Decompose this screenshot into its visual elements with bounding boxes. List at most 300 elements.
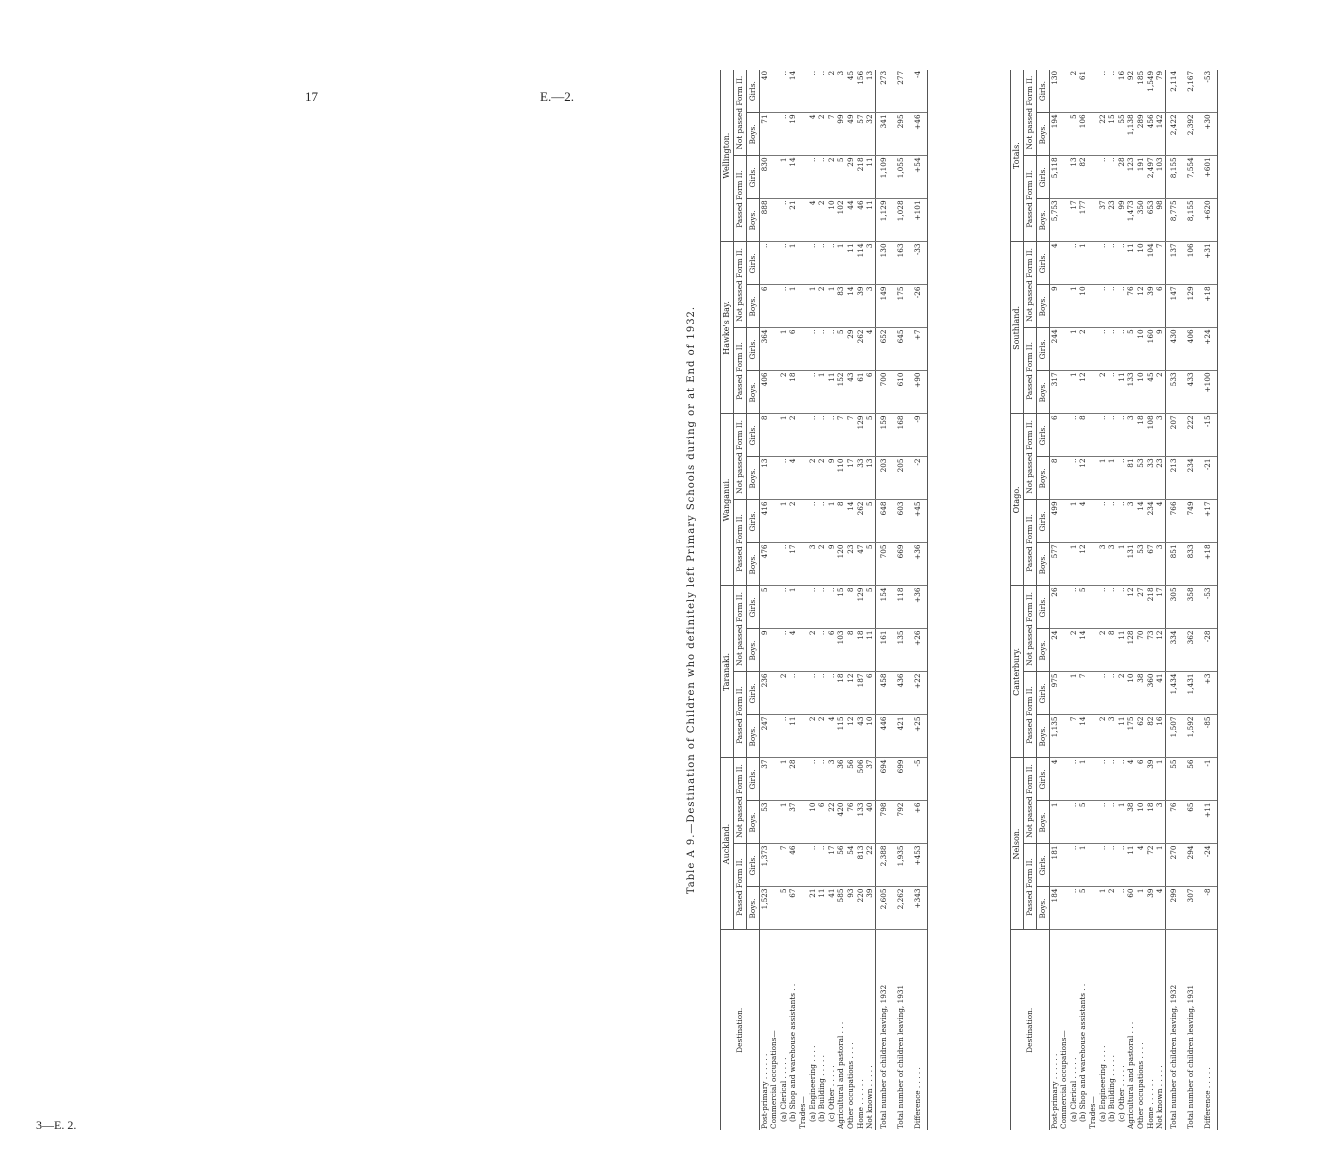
- table-cell: ..: [1108, 801, 1118, 844]
- boys-header: Boys.: [747, 543, 760, 586]
- table-cell: 160: [1146, 328, 1156, 371]
- table-cell: 1: [1069, 285, 1079, 328]
- table-cell: -1: [1200, 758, 1218, 801]
- table-cell: 6: [789, 328, 799, 371]
- table-cell: 4: [1079, 500, 1089, 543]
- table-cell: ..: [808, 242, 818, 285]
- table-cell: [798, 414, 808, 457]
- girls-header: Girls.: [747, 844, 760, 887]
- table-cell: 1: [1079, 242, 1089, 285]
- not-passed-header: Not passed Form II.: [734, 758, 747, 844]
- table-cell: 56: [1183, 758, 1200, 801]
- table-cell: 12: [1127, 586, 1137, 629]
- table-cell: 133: [856, 801, 866, 844]
- table-cell: 1: [1117, 543, 1127, 586]
- table-cell: 82: [1146, 715, 1156, 758]
- table-cell: 5: [866, 543, 876, 586]
- table-cell: 270: [1166, 844, 1184, 887]
- table-cell: +45: [910, 500, 928, 543]
- table-cell: [1060, 586, 1070, 629]
- page-number: 17: [305, 89, 318, 104]
- table-cell: 39: [856, 285, 866, 328]
- table-cell: +453: [910, 844, 928, 887]
- table-cell: 115: [837, 715, 847, 758]
- table-cell: ..: [1098, 242, 1108, 285]
- table-cell: 3: [866, 285, 876, 328]
- table-cell: +24: [1200, 328, 1218, 371]
- table-cell: -28: [1200, 629, 1218, 672]
- table-cell: 45: [1146, 371, 1156, 414]
- table-cell: [1060, 371, 1070, 414]
- table-cell: 7: [837, 414, 847, 457]
- table-cell: 4: [827, 715, 837, 758]
- table-cell: 159: [876, 414, 894, 457]
- table-cell: 2,114: [1166, 70, 1184, 113]
- table-cell: 14: [846, 285, 856, 328]
- table-cell: 11: [827, 371, 837, 414]
- table-row: [876, 70, 894, 1130]
- table-cell: 92: [1127, 70, 1137, 113]
- table-cell: ..: [827, 328, 837, 371]
- table-cell: 11: [1117, 629, 1127, 672]
- table-cell: 3: [1098, 543, 1108, 586]
- table-cell: [1088, 844, 1098, 887]
- rotated-table-area: [680, 70, 1320, 1130]
- table-cell: 39: [1146, 887, 1156, 930]
- not-passed-header: Not passed Form II.: [734, 70, 747, 156]
- passed-header: Passed Form II.: [734, 500, 747, 586]
- table-cell: ..: [1098, 758, 1108, 801]
- not-passed-header: Not passed Form II.: [1024, 414, 1037, 500]
- girls-header: Girls.: [1037, 70, 1050, 113]
- passed-header: Passed Form II.: [1024, 156, 1037, 242]
- table-cell: [1088, 328, 1098, 371]
- boys-header: Boys.: [747, 113, 760, 156]
- table-cell: [1060, 328, 1070, 371]
- table-cell: 156: [856, 70, 866, 113]
- table-cell: ..: [779, 629, 789, 672]
- table-cell: ..: [779, 457, 789, 500]
- table-cell: 3: [1108, 715, 1118, 758]
- table-cell: ..: [779, 715, 789, 758]
- table-cell: 2: [808, 457, 818, 500]
- table-cell: 11: [1117, 371, 1127, 414]
- table-cell: [1060, 414, 1070, 457]
- table-cell: [1088, 199, 1098, 242]
- girls-header: Girls.: [747, 70, 760, 113]
- table-cell: ..: [1098, 844, 1108, 887]
- table-row: [1108, 70, 1118, 1130]
- table-cell: -4: [910, 70, 928, 113]
- table-cell: +26: [910, 629, 928, 672]
- table-cell: -21: [1200, 457, 1218, 500]
- table-cell: 5: [837, 156, 847, 199]
- table-cell: 23: [1156, 457, 1166, 500]
- table-cell: ..: [779, 199, 789, 242]
- table-cell: -53: [1200, 70, 1218, 113]
- table-cell: 12: [1079, 371, 1089, 414]
- boys-header: Boys.: [747, 887, 760, 930]
- table-cell: [798, 672, 808, 715]
- table-cell: 5: [1079, 887, 1089, 930]
- table-cell: 203: [876, 457, 894, 500]
- table-cell: 8,155: [1183, 199, 1200, 242]
- table-cell: 41: [1156, 672, 1166, 715]
- table-cell: 699: [893, 758, 910, 801]
- table-cell: 3: [1156, 543, 1166, 586]
- table-cell: +22: [910, 672, 928, 715]
- table-cell: 6: [866, 672, 876, 715]
- boys-header: Boys.: [1037, 887, 1050, 930]
- table-cell: ..: [1117, 586, 1127, 629]
- table-cell: 888: [760, 199, 770, 242]
- row-label: (b) Shop and warehouse assistants . .: [788, 983, 798, 1122]
- table-cell: 1,138: [1127, 113, 1137, 156]
- table-cell: 184: [1050, 887, 1060, 930]
- table-cell: [770, 70, 780, 113]
- table-cell: [770, 414, 780, 457]
- table-cell: 4: [866, 328, 876, 371]
- region-header: Canterbury.: [1011, 586, 1024, 758]
- row-label: Difference . . . . .: [1200, 930, 1218, 1130]
- table-cell: [1060, 758, 1070, 801]
- table-cell: 82: [1079, 156, 1089, 199]
- table-cell: 364: [760, 328, 770, 371]
- table-cell: 7: [827, 113, 837, 156]
- table-cell: 5: [866, 500, 876, 543]
- table-cell: 436: [893, 672, 910, 715]
- table-cell: [1060, 457, 1070, 500]
- table-cell: 700: [876, 371, 894, 414]
- table-cell: 15: [837, 586, 847, 629]
- table-cell: 6: [827, 629, 837, 672]
- table-cell: 79: [1156, 70, 1166, 113]
- table-cell: 11: [1127, 844, 1137, 887]
- table-cell: ..: [818, 70, 828, 113]
- table-cell: [1088, 586, 1098, 629]
- table-cell: 129: [856, 414, 866, 457]
- table-cell: 1: [789, 586, 799, 629]
- table-cell: +90: [910, 371, 928, 414]
- table-cell: ..: [1108, 672, 1118, 715]
- table-cell: 17: [1156, 586, 1166, 629]
- table-cell: 3: [827, 758, 837, 801]
- table-cell: ..: [1098, 70, 1108, 113]
- table-cell: 2,388: [876, 844, 894, 887]
- table-cell: 161: [876, 629, 894, 672]
- table-cell: 45: [846, 70, 856, 113]
- table-cell: 2: [789, 500, 799, 543]
- table-cell: 120: [837, 543, 847, 586]
- table-cell: 135: [893, 629, 910, 672]
- table-cell: 2: [808, 629, 818, 672]
- table-cell: ..: [808, 758, 818, 801]
- table-cell: 766: [1166, 500, 1184, 543]
- table-cell: 1: [1098, 887, 1108, 930]
- table-cell: ..: [818, 500, 828, 543]
- table-cell: 39: [866, 887, 876, 930]
- table-cell: ..: [1108, 586, 1118, 629]
- table-cell: 194: [1050, 113, 1060, 156]
- table-cell: 1: [1117, 801, 1127, 844]
- girls-header: Girls.: [747, 758, 760, 801]
- table-cell: 18: [837, 672, 847, 715]
- row-label: (a) Clerical . . . . .: [778, 1057, 788, 1122]
- table-cell: ..: [1098, 156, 1108, 199]
- region-header: Auckland.: [721, 758, 734, 930]
- table-cell: ..: [827, 242, 837, 285]
- table-cell: 2,262: [893, 887, 910, 930]
- table-row: [798, 70, 808, 1130]
- table-cell: 13: [866, 457, 876, 500]
- table-cell: [798, 586, 808, 629]
- table-cell: 6: [1050, 414, 1060, 457]
- boys-header: Boys.: [1037, 113, 1050, 156]
- girls-header: Girls.: [747, 156, 760, 199]
- table-cell: ..: [779, 70, 789, 113]
- table-cell: 16: [1156, 715, 1166, 758]
- table-cell: 103: [837, 629, 847, 672]
- table-cell: 749: [1183, 500, 1200, 543]
- table-cell: 694: [876, 758, 894, 801]
- table-cell: +101: [910, 199, 928, 242]
- table-cell: 14: [1079, 715, 1089, 758]
- table-cell: 9: [1156, 328, 1166, 371]
- table-cell: [1088, 887, 1098, 930]
- table-cell: 2: [1108, 887, 1118, 930]
- table-cell: 218: [856, 156, 866, 199]
- table-cell: 11: [866, 199, 876, 242]
- table-cell: [798, 328, 808, 371]
- table-cell: ..: [1108, 70, 1118, 113]
- table-cell: 2,167: [1183, 70, 1200, 113]
- table-cell: ..: [1069, 801, 1079, 844]
- table-cell: [1088, 629, 1098, 672]
- table-cell: ..: [1117, 242, 1127, 285]
- table-cell: 1: [779, 801, 789, 844]
- table-cell: [1088, 457, 1098, 500]
- table-cell: [1060, 543, 1070, 586]
- table-cell: ..: [1117, 758, 1127, 801]
- table-cell: 5: [1079, 801, 1089, 844]
- table-cell: 10: [1136, 371, 1146, 414]
- table-cell: [798, 457, 808, 500]
- table-cell: [770, 371, 780, 414]
- table-cell: 6: [1136, 758, 1146, 801]
- table-cell: [1088, 371, 1098, 414]
- table-cell: ..: [827, 672, 837, 715]
- table-cell: 9: [827, 457, 837, 500]
- table-cell: 10: [866, 715, 876, 758]
- boys-header: Boys.: [1037, 715, 1050, 758]
- table-cell: [1060, 844, 1070, 887]
- table-cell: 3: [1127, 414, 1137, 457]
- table-cell: ..: [808, 500, 818, 543]
- table-cell: 1: [1069, 672, 1079, 715]
- table-cell: 4: [808, 199, 818, 242]
- table-cell: [798, 801, 808, 844]
- table-cell: 4: [789, 629, 799, 672]
- region-header: Wanganui.: [721, 414, 734, 586]
- table-cell: 12: [1079, 543, 1089, 586]
- table-cell: [1060, 672, 1070, 715]
- table-cell: 10: [808, 801, 818, 844]
- table-cell: ..: [779, 242, 789, 285]
- table-cell: [770, 285, 780, 328]
- table-cell: 360: [1146, 672, 1156, 715]
- table-cell: [798, 543, 808, 586]
- table-cell: 14: [789, 156, 799, 199]
- table-cell: 4: [789, 457, 799, 500]
- table-cell: 10: [1127, 672, 1137, 715]
- table-cell: 129: [1183, 285, 1200, 328]
- table-cell: 305: [1166, 586, 1184, 629]
- table-cell: -8: [1200, 887, 1218, 930]
- table-cell: 652: [876, 328, 894, 371]
- table-cell: 16: [1117, 70, 1127, 113]
- table-cell: 163: [893, 242, 910, 285]
- table-cell: [770, 887, 780, 930]
- table-cell: [1060, 629, 1070, 672]
- table-row: [789, 70, 799, 1130]
- passed-header: Passed Form II.: [734, 844, 747, 930]
- table-cell: 1: [1098, 457, 1108, 500]
- table-cell: +18: [1200, 285, 1218, 328]
- table-cell: 10: [1079, 285, 1089, 328]
- region-header: Southland.: [1011, 242, 1024, 414]
- region-header: Totals.: [1011, 70, 1024, 242]
- table-cell: 14: [1079, 629, 1089, 672]
- table-cell: [1088, 70, 1098, 113]
- table-cell: 244: [1050, 328, 1060, 371]
- table-cell: 416: [760, 500, 770, 543]
- row-label: Post-primary . . . . . .: [1049, 1053, 1059, 1129]
- table-cell: [770, 328, 780, 371]
- region-header: Nelson.: [1011, 758, 1024, 930]
- table-cell: ..: [1069, 242, 1079, 285]
- table-cell: 205: [893, 457, 910, 500]
- table-cell: 2: [1069, 629, 1079, 672]
- table-cell: 67: [789, 887, 799, 930]
- row-label: Trades—: [1087, 1096, 1097, 1129]
- table-cell: 430: [1166, 328, 1184, 371]
- table-cell: 12: [1079, 457, 1089, 500]
- table-cell: 406: [760, 371, 770, 414]
- table-cell: [770, 113, 780, 156]
- table-cell: [1060, 113, 1070, 156]
- table-cell: 133: [1127, 371, 1137, 414]
- table-cell: 72: [1146, 844, 1156, 887]
- table-cell: ..: [818, 758, 828, 801]
- table-cell: 22: [1098, 113, 1108, 156]
- table-cell: 499: [1050, 500, 1060, 543]
- destination-header: Destination.: [721, 930, 760, 1130]
- table-cell: ..: [1069, 586, 1079, 629]
- table-cell: 577: [1050, 543, 1060, 586]
- region-header: Taranaki.: [721, 586, 734, 758]
- table-cell: 2: [779, 371, 789, 414]
- table-cell: ..: [827, 414, 837, 457]
- table-cell: [1088, 758, 1098, 801]
- row-label: Total number of children leaving, 1931: [1186, 984, 1196, 1129]
- girls-header: Girls.: [747, 672, 760, 715]
- table-cell: 1: [827, 500, 837, 543]
- table-cell: 1,055: [893, 156, 910, 199]
- table-cell: 2: [818, 285, 828, 328]
- table-cell: ..: [818, 672, 828, 715]
- table-cell: 975: [1050, 672, 1060, 715]
- passed-header: Passed Form II.: [1024, 500, 1037, 586]
- table-cell: ..: [789, 672, 799, 715]
- table-cell: [1088, 672, 1098, 715]
- boys-header: Boys.: [747, 457, 760, 500]
- table-cell: 12: [1136, 285, 1146, 328]
- not-passed-header: Not passed Form II.: [1024, 758, 1037, 844]
- table-cell: [1060, 199, 1070, 242]
- table-cell: 1,373: [760, 844, 770, 887]
- table-cell: 5,118: [1050, 156, 1060, 199]
- table-cell: [1060, 715, 1070, 758]
- table-cell: [770, 543, 780, 586]
- table-cell: 4: [1127, 758, 1137, 801]
- table-cell: 8: [1108, 629, 1118, 672]
- table-cell: 213: [1166, 457, 1184, 500]
- table-cell: [798, 156, 808, 199]
- girls-header: Girls.: [1037, 156, 1050, 199]
- destination-table: [720, 70, 928, 1130]
- table-cell: 2: [1069, 70, 1079, 113]
- girls-header: Girls.: [1037, 586, 1050, 629]
- table-cell: +100: [1200, 371, 1218, 414]
- table-cell: ..: [818, 414, 828, 457]
- table-cell: 2: [818, 113, 828, 156]
- table-cell: -53: [1200, 586, 1218, 629]
- table-cell: ..: [779, 586, 789, 629]
- table-cell: [770, 844, 780, 887]
- table-cell: ..: [808, 672, 818, 715]
- table-cell: 46: [789, 844, 799, 887]
- table-cell: 3: [866, 242, 876, 285]
- table-cell: 446: [876, 715, 894, 758]
- table-cell: 669: [893, 543, 910, 586]
- table-cell: 10: [1136, 801, 1146, 844]
- row-label: (b) Building . . . . .: [1107, 1055, 1117, 1122]
- table-cell: 813: [856, 844, 866, 887]
- table-cell: 2: [818, 543, 828, 586]
- table-cell: 458: [876, 672, 894, 715]
- table-cell: [770, 758, 780, 801]
- table-cell: 36: [837, 758, 847, 801]
- table-cell: 11: [866, 156, 876, 199]
- table-cell: 18: [1136, 414, 1146, 457]
- girls-header: Girls.: [1037, 758, 1050, 801]
- table-cell: ..: [1098, 414, 1108, 457]
- table-row: [1088, 70, 1098, 1130]
- table-row: [1156, 70, 1166, 1130]
- not-passed-header: Not passed Form II.: [1024, 70, 1037, 156]
- table-cell: 38: [1136, 672, 1146, 715]
- table-cell: [798, 758, 808, 801]
- row-label: (a) Engineering . . . .: [1097, 1045, 1107, 1122]
- table-cell: [798, 70, 808, 113]
- table-cell: 29: [846, 328, 856, 371]
- row-label: Other occupations . . . .: [1135, 1042, 1145, 1129]
- table-cell: [798, 113, 808, 156]
- table-cell: 102: [837, 199, 847, 242]
- table-cell: 104: [1146, 242, 1156, 285]
- destination-table: [1010, 70, 1218, 1130]
- boys-header: Boys.: [747, 801, 760, 844]
